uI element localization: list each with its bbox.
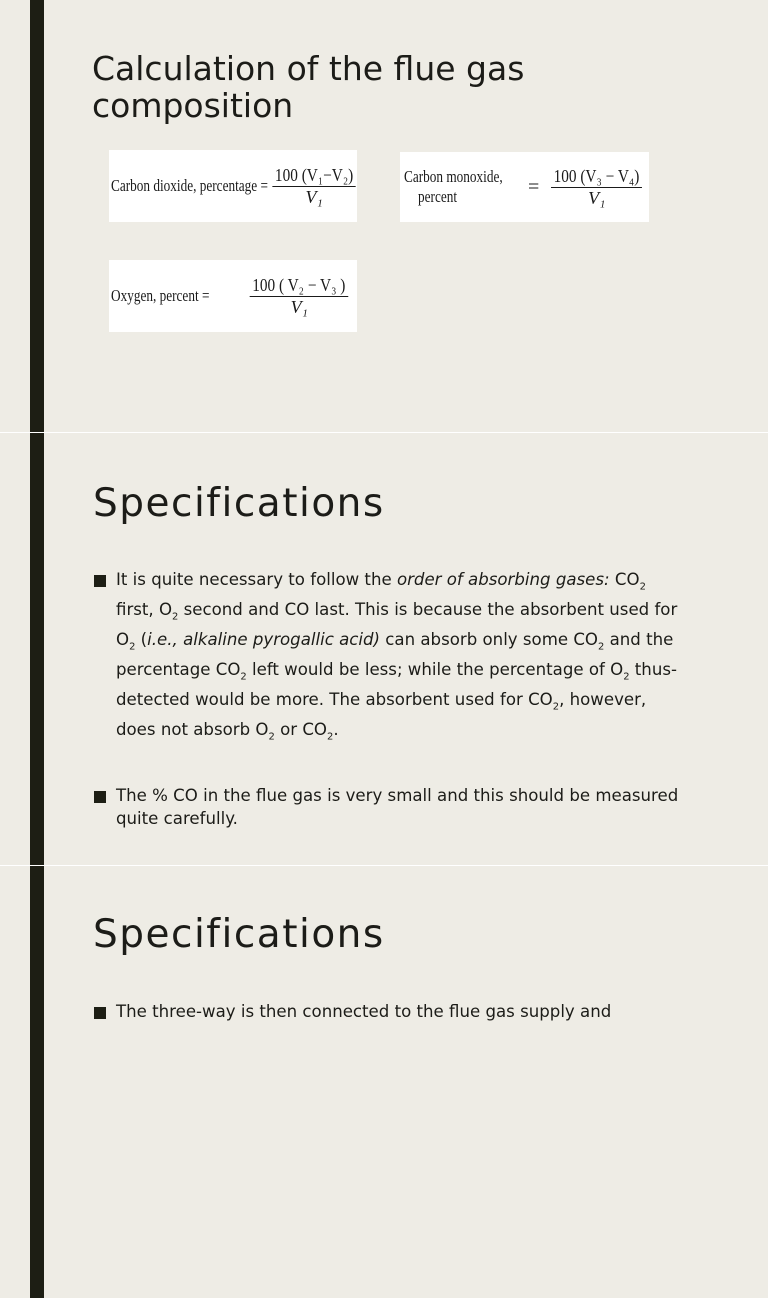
co2-formula <box>109 150 357 222</box>
o2-formula-label: Oxygen, percent = <box>111 286 210 305</box>
slide-accent-bar <box>30 0 44 432</box>
slide-accent-bar <box>30 433 44 865</box>
slide-title: Specifications <box>93 481 385 526</box>
co-formula-label: Carbon monoxide, percent <box>404 167 503 206</box>
o2-formula-fraction: $\frac{\text{100 ( V₂ − V₃ )}}{\text{V₁}}$ <box>241 275 357 318</box>
slide-accent-bar <box>30 866 44 1298</box>
co2-formula-label: Carbon dioxide, percentage = <box>111 176 268 195</box>
co2-formula-fraction: $\frac{\text{100 (V₁−V₂)}}{\text{V₁}}$ <box>265 165 357 208</box>
bullet-item-absorbing-order: It is quite necessary to follow the order of absorbing gases: $CO_2$ first, $O_2$ second and CO last. This is because the absorbent used for $O_2$ (i.e., alkaline pyrogallic acid) can absorb only some $CO_2$ and the percentage $CO_2$ left would be less; while the percentage of $O_2$ thus-detected would be more. The absorbent used for $CO_2$, however, does not absorb $O_2$ or $CO_2$. <box>92 569 682 748</box>
o2-formula <box>109 260 357 332</box>
slide-title: Specifications <box>93 912 385 957</box>
bullet-list <box>92 1001 682 1061</box>
bullet-list <box>92 569 682 865</box>
slide-2 <box>0 433 768 865</box>
bullet-item-co-measurement: The % CO in the flue gas is very small and this should be measured quite carefully. <box>92 785 682 830</box>
slide-title: Calculation of the flue gas composition <box>92 49 525 125</box>
bullet-item-three-way: The three-way is then connected to the flue gas supply and <box>92 1001 682 1024</box>
slide-3 <box>0 866 768 1298</box>
co-formula: Carbon monoxide, percent = $\frac{\text{100 (V₃ − V₄)}}{\text{V₁}}$ <box>400 152 649 222</box>
slide-1 <box>0 0 768 432</box>
co-formula-fraction: $\frac{\text{100 (V₃ − V₄)}}{\text{V₁}}$ <box>543 166 649 209</box>
